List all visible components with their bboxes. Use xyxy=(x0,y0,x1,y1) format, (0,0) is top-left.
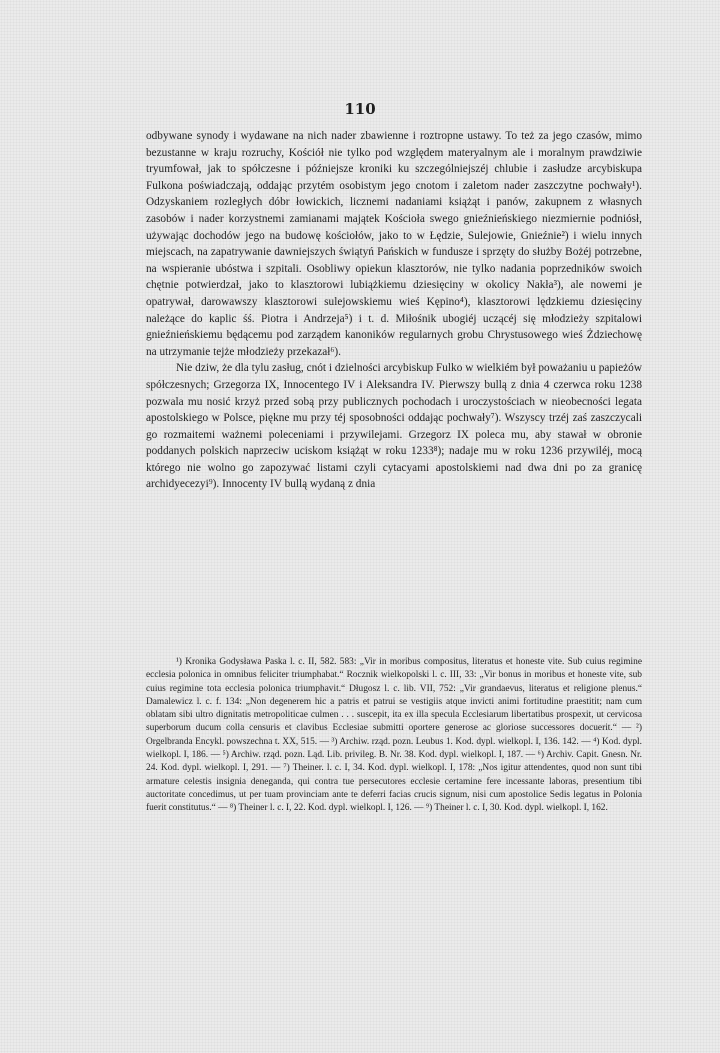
paragraph: odbywane synody i wydawane na nich nader zbawienne i roztropne ustawy. To też za jego czasów, mimo bezustanne w kraju rozruchy, Kościół nie tylko pod względem materyalnym ale i moralnym prawdziwie tryumfował, jak to spółczesne i późniejsze kroniki ku szczególniejszéj chlubie i zasłudze arcybiskupa Fulkona poświadczają, oddając przytém osobistym jego cnotom i zaletom nader zaszczytne pochwały¹). Odzyskaniem rozległych dóbr łowickich, licznemi nadaniami książąt i panów, zakupnem z własnych zasobów i nader korzystnemi zamianami majątek Kościoła swego gnieźnieńskiego niezmiernie podniósł, używając dochodów jego na budowę kościołów, jako to w Łędzie, Sulejowie, Gnieźnie²) i wielu innych miejscach, na zapatrywanie dawniejszych świątyń Pańskich w fundusze i sprzęty do służby Bożéj potrzebne, na wspieranie ubóstwa i szpitali. Osobliwy opiekun klasztorów, nie tylko nadania poprzedników swoich chętnie potwierdzał, jako to klasztorowi lubiążkiemu dziesięciny w okolicy Nakła³), ale nowemi je opatrywał, darowawszy klasztorowi sulejowskiemu wieś Kępino⁴), klasztorowi lędzkiemu dziesięciny należące do kaplic śś. Piotra i Andrzeja⁵) i t. d. Miłośnik ubogiéj uczącéj się młodzieży szpitalowi gnieźnieńskiemu będącemu pod zarządem kanoników regularnych grobu Chrystusowego wieś Żdziechowę na utrzymanie tejże młodzieży przekazał⁶). xyxy=(146,130,642,358)
footnotes xyxy=(146,656,642,816)
footnote-text: ¹) Kronika Godysława Paska l. c. II, 582. 583: „Vir in moribus compositus, literatus et honeste vite. Sub cuius regimine ecclesia polonica in omnibus feliciter triumphabat.“ Rocznik wielkopolski l. c. III, 33: „Vir bonus in moribus et honeste vite, sub cuius regimine tota ecclesia polonica triumphavit.“ Długosz l. c. lib. VII, 752: „Vir grandaevus, literatus et religione plenus.“ Damalewicz l. c. f. 134: „Non degenerem hic a patris et patrui se vestigiis atque invicti animi fortitudine praestitit; nam cum oblatam sibi ultro dignitatis metropoliticae culmen . . . suscepit, ita ex illa specula Ecclesiarum libertatibus prospexit, ut cervicosa superborum ducum colla censuris et clavibus Ecclesiae submitti oportere generose ac gloriose successores docuerit.“ — ²) Orgelbranda Encykl. powszechna t. XX, 515. — ³) Archiw. rząd. pozn. Leubus 1. Kod. dypl. wielkopl. I, 136. 142. — ⁴) Kod. dypl. wielkopl. I, 186. — ⁵) Archiw. rząd. pozn. Ląd. Lib. privileg. B. Nr. 38. Kod. dypl. wielkopl. I, 187. — ⁶) Archiv. Capit. Gnesn. Nr. 24. Kod. dypl. wielkopl. I, 291. — ⁷) Theiner. l. c. I, 34. Kod. dypl. wielkopl. I, 178: „Nos igitur attendentes, quod non sunt tibi armature celestis insignia deneganda, qui contra tue persecutores ecclesie certamine fere incessante laboras, presentium tibi auctoritate concedimus, ut per tuam provinciam ante te deferri facias crucis signum, nisi cum apostolice Sedis legatus in Polonia fuerit constitutus.“ — ⁸) Theiner l. c. I, 22. Kod. dypl. wielkopl. I, 126. — ⁹) Theiner l. c. I, 30. Kod. dypl. wielkopl. I, 162. xyxy=(146,657,642,814)
page-number: 110 xyxy=(344,100,376,118)
paragraph: Nie dziw, że dla tylu zasług, cnót i dzielności arcybiskup Fulko w wielkiém był poważaniu u papieżów spółczesnych; Grzegorza IX, Innocentego IV i Aleksandra IV. Pierwszy bullą z dnia 4 czerwca roku 1238 pozwala mu nosić krzyż przed sobą przy publicznych pochodach i uroczystościach w nieobecności legata apostolskiego w Polsce, piękne mu przy téj sposobności oddając pochwały⁷). Wszyscy trzéj zaś zaszczycali go rozmaitemi ważnemi poleceniami i przywilejami. Grzegorz IX poleca mu, aby stawał w obronie poddanych polskich naprzeciw uciskom książąt w roku 1233⁸); nadaje mu w roku 1236 przywiléj, mocą którego nie wolno go zapozywać listami czyli cytacyami apostolskiemi nad dwa dni po za granicę archidyecezyi⁹). Innocenty IV bullą wydaną z dnia xyxy=(146,362,642,491)
main-text xyxy=(146,128,642,493)
